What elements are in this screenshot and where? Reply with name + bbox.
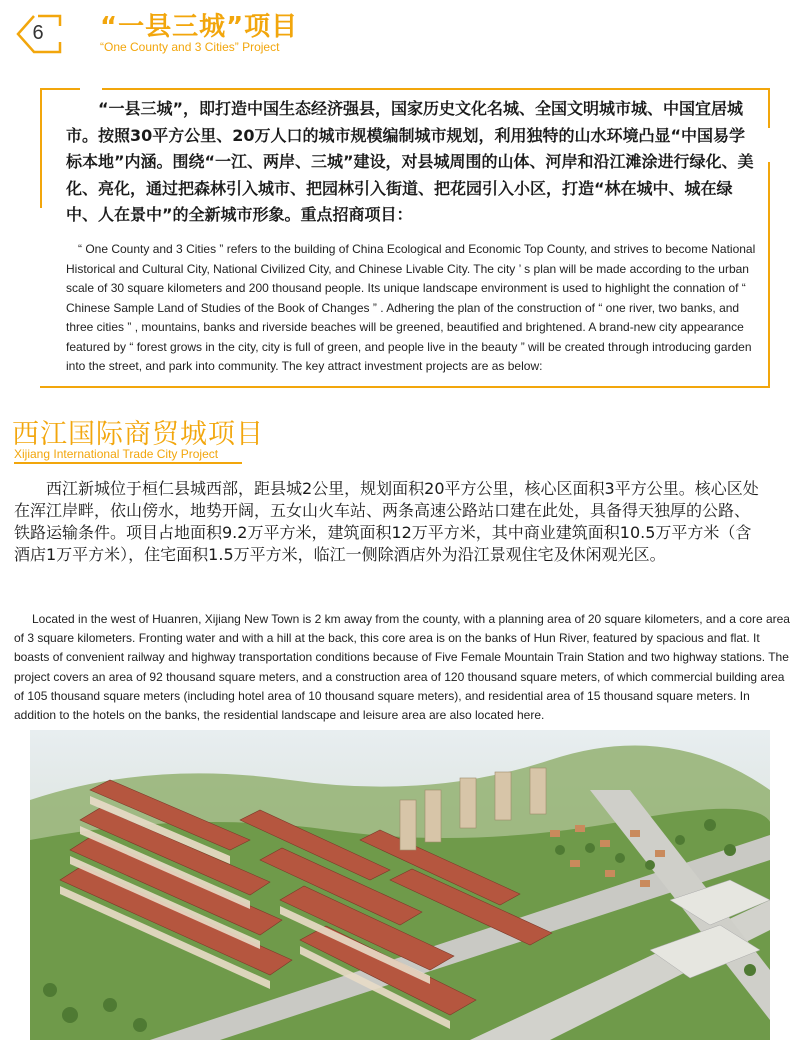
section-title: 西江国际商贸城项目 xyxy=(12,419,264,450)
aerial-rendering-image xyxy=(30,730,770,1040)
section-divider xyxy=(14,462,242,464)
intro-text-en: “ One County and 3 Cities ” refers to the building of China Ecological and Economic Top County, and strives to become National Historical and Cultural City, National Civilized City, and Chinese Livable City. The city ’ s plan will be made according to the urban scale of 30 square kilometers and 200 thousand people. Its unique landscape environment is used to highlight the connation of “ Chinese Sample Land of Studies of the Book of Changes ” . Adhering the plan of the construction of “ one river, two banks, and three cities ” , mountains, banks and riverside beaches will be greened, beautified and brightened. A brand-new city appearance featured by “ forest grows in the city, city is full of green, and people live in the beauty ” will be created through introducing garden into the street, and park into community. The key attract investment projects are as below: xyxy=(66,242,756,373)
page-title: “一县三城”项目 xyxy=(100,12,299,42)
section-body-cn: 西江新城位于桓仁县城西部，距县城2公里，规划面积20平方公里，核心区面积3平方公里。核心区处在浑江岸畔，依山傍水，地势开阔，五女山火车站、两条高速公路站口建在此处，具备得天独厚的公路、铁路运输条件。项目占地面积9.2万平方米，建筑面积12万平方米，其中商业建筑面积10.5万平方米（含酒店1万平方米），住宅面积1.5万平方米，临江一侧除酒店外为沿江景观住宅及休闲观光区。 xyxy=(14,479,759,564)
page-number: 6 xyxy=(32,22,44,44)
intro-text-cn: “一县三城”，即打造中国生态经济强县，国家历史文化名城、全国文明城市城、中国宜居城市。按照30平方公里、20万人口的城市规模编制城市规划，利用独特的山水环境凸显“中国易学标本地”内涵。围绕“一江、两岸、三城”建设，对县城周围的山体、河岸和沿江滩涂进行绿化、美化、亮化，通过把森林引入城市、把园林引入街道、把花园引入小区，打造“林在城中、城在绿中、人在景中”的全新城市形象。重点招商项目： xyxy=(66,99,754,224)
section-body-en: Located in the west of Huanren, Xijiang New Town is 2 km away from the county, with a planning area of 20 square kilometers, and a core area of 3 square kilometers. Fronting water and with a hill at the back, this core area is on the banks of Hun River, featured by spacious and flat. It boasts of convenient railway and highway transportation conditions because of Five Female Mountain Train Station and two highway stations. The project covers an area of 92 thousand square meters, and a construction area of 120 thousand square meters, of which commercial building area of 105 thousand square meters (including hotel area of 10 thousand square meters), and residential area of 15 thousand square meters. In addition to the hotels on the banks, the residential landscape and leisure area are also located here. xyxy=(14,612,790,723)
section-subtitle: Xijiang International Trade City Project xyxy=(14,447,219,461)
page-number-badge xyxy=(14,14,66,54)
page-subtitle: “One County and 3 Cities” Project xyxy=(100,40,280,54)
